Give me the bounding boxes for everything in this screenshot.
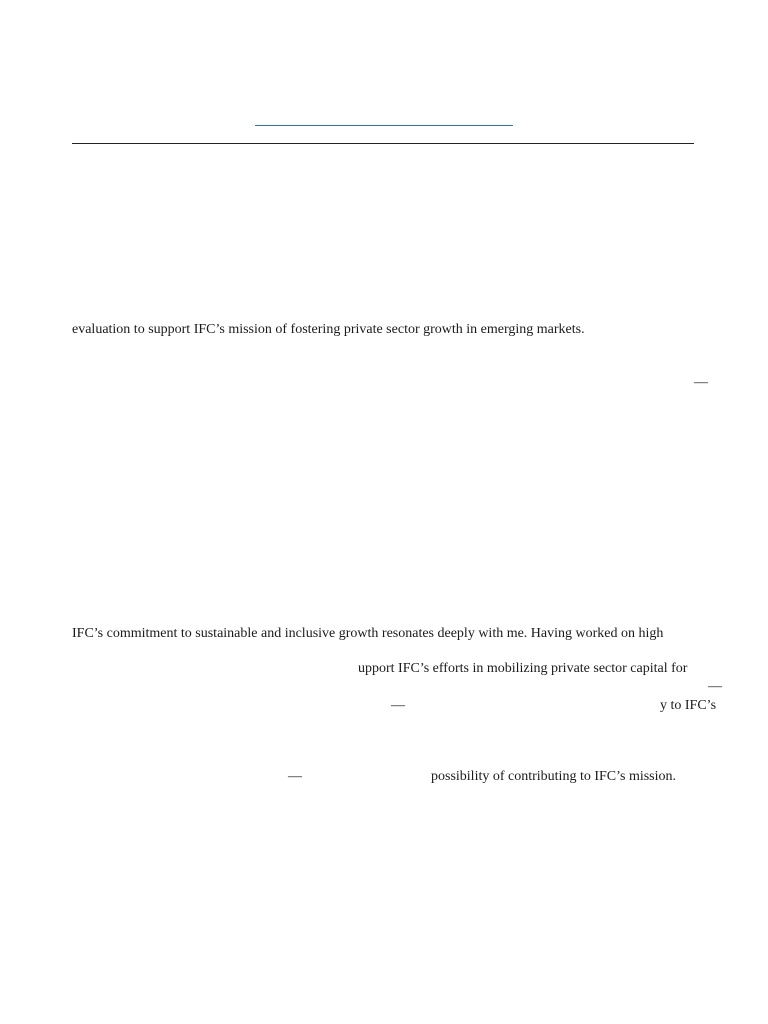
header-divider <box>72 143 694 144</box>
paragraph-line-possibility: possibility of contributing to IFC’s mission. <box>431 769 677 784</box>
em-dash-4: — <box>288 769 302 784</box>
em-dash-1: — <box>694 375 708 390</box>
paragraph-line-ifc-fragment: y to IFC’s <box>660 698 717 713</box>
header-link-underline[interactable] <box>255 125 513 126</box>
paragraph-line-mobilizing: upport IFC’s efforts in mobilizing private sector capital for <box>358 661 688 676</box>
em-dash-3: — <box>391 698 405 713</box>
paragraph-line-commitment: IFC’s commitment to sustainable and inclusive growth resonates deeply with me. Having worked on high <box>72 626 664 641</box>
em-dash-2: — <box>708 679 722 694</box>
paragraph-line-evaluation: evaluation to support IFC’s mission of fostering private sector growth in emerging markets. <box>72 322 585 337</box>
